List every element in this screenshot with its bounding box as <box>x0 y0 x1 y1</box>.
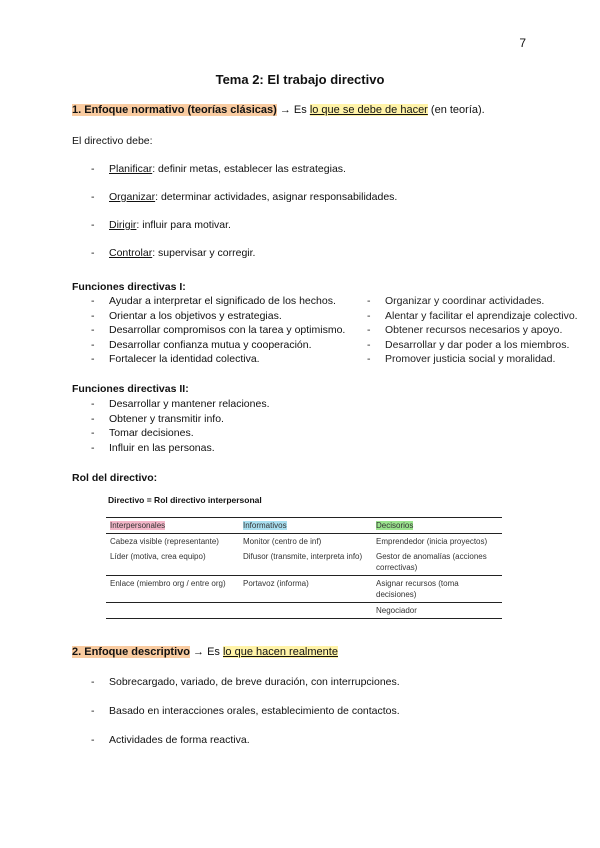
list-item: - Obtener y transmitir info. <box>72 412 372 427</box>
list-item: - Fortalecer la identidad colectiva. <box>72 352 372 367</box>
list-item: - Obtener recursos necesarios y apoyo. <box>367 323 592 338</box>
duty-desc: : supervisar y corregir. <box>152 247 256 259</box>
rol-subtitle: Directivo = Rol directivo interpersonal <box>108 495 262 505</box>
duty-item <box>72 219 532 231</box>
intro-text: El directivo debe: <box>72 135 153 147</box>
duty-term: Organizar <box>109 191 156 203</box>
list-item: - Desarrollar y mantener relaciones. <box>72 397 372 412</box>
list-item: - Alentar y facilitar el aprendizaje colectivo. <box>367 309 592 324</box>
table-cell: Negociador <box>372 603 502 619</box>
descriptivo-list <box>72 676 532 746</box>
header-cell <box>239 518 372 534</box>
table-cell: Asignar recursos (toma decisiones) <box>372 576 502 603</box>
funciones1-right-list <box>367 294 592 367</box>
duty-term: Controlar <box>109 247 153 259</box>
duty-item <box>72 191 532 203</box>
list-item: - Organizar y coordinar actividades. <box>367 294 592 309</box>
list-item: - Tomar decisiones. <box>72 426 372 441</box>
section1-arrow: → Es <box>276 104 310 116</box>
header-decisorios: Decisorios <box>376 521 414 530</box>
duty-item <box>72 247 532 259</box>
duty-item <box>72 163 532 175</box>
table-cell: Difusor (transmite, interpreta info) <box>243 552 363 561</box>
list-item: - Basado en interacciones orales, establecimiento de contactos. <box>72 705 532 717</box>
table-cell: Líder (motiva, crea equipo) <box>110 552 206 561</box>
funciones1-left-list <box>72 294 372 367</box>
section1-heading-line <box>72 104 485 116</box>
duty-term: Planificar <box>109 163 153 175</box>
table-cell: Emprendedor (inicia proyectos) <box>376 537 488 546</box>
page-title: Tema 2: El trabajo directivo <box>215 72 385 87</box>
list-item: - Desarrollar compromisos con la tarea y optimismo. <box>72 323 372 338</box>
duties-list <box>72 163 532 259</box>
table-cell: Cabeza visible (representante) <box>110 537 219 546</box>
section1-highlight: lo que se debe de hacer <box>309 104 428 116</box>
header-interpersonales: Interpersonales <box>110 521 166 530</box>
funciones2-list <box>72 397 372 455</box>
table-row <box>106 603 502 619</box>
list-item: - Desarrollar y dar poder a los miembros. <box>367 338 592 353</box>
section2-arrow: → Es <box>189 646 223 658</box>
table-row <box>106 534 502 550</box>
rol-heading: Rol del directivo: <box>72 472 158 484</box>
table-cell <box>106 603 239 619</box>
list-item: - Desarrollar confianza mutua y cooperación. <box>72 338 372 353</box>
section2-highlight: lo que hacen realmente <box>222 646 338 658</box>
section2-heading: 2. Enfoque descriptivo <box>72 646 190 658</box>
table-cell: Enlace (miembro org / entre org) <box>106 576 239 603</box>
table-cell: Monitor (centro de inf) <box>243 537 322 546</box>
table-cell: Portavoz (informa) <box>239 576 372 603</box>
header-cell <box>372 518 502 534</box>
table-header-row <box>106 518 502 534</box>
list-item: - Ayudar a interpretar el significado de los hechos. <box>72 294 372 309</box>
roles-table <box>106 517 502 619</box>
list-item: - Orientar a los objetivos y estrategias. <box>72 309 372 324</box>
table-row <box>106 549 502 576</box>
list-item: - Promover justicia social y moralidad. <box>367 352 592 367</box>
duty-term: Dirigir <box>109 219 137 231</box>
list-item: - Sobrecargado, variado, de breve duración, con interrupciones. <box>72 676 532 688</box>
duty-desc: : determinar actividades, asignar responsabilidades. <box>155 191 398 203</box>
table-row <box>106 576 502 603</box>
list-item: - Influir en las personas. <box>72 441 372 456</box>
header-cell <box>106 518 239 534</box>
section2-heading-line <box>72 646 338 658</box>
table-cell: Gestor de anomalías (acciones correctivas) <box>376 552 487 572</box>
table-cell <box>239 603 372 619</box>
funciones1-heading: Funciones directivas I: <box>72 281 186 293</box>
header-informativos: Informativos <box>243 521 287 530</box>
duty-desc: : influir para motivar. <box>136 219 231 231</box>
page-number: 7 <box>519 36 526 50</box>
funciones2-heading: Funciones directivas II: <box>72 383 189 395</box>
funciones1-right-column <box>367 294 592 367</box>
duty-desc: : definir metas, establecer las estrategias. <box>152 163 346 175</box>
section1-heading: 1. Enfoque normativo (teorías clásicas) <box>72 104 277 116</box>
list-item: - Actividades de forma reactiva. <box>72 734 532 746</box>
section1-suffix: (en teoría). <box>427 104 485 116</box>
